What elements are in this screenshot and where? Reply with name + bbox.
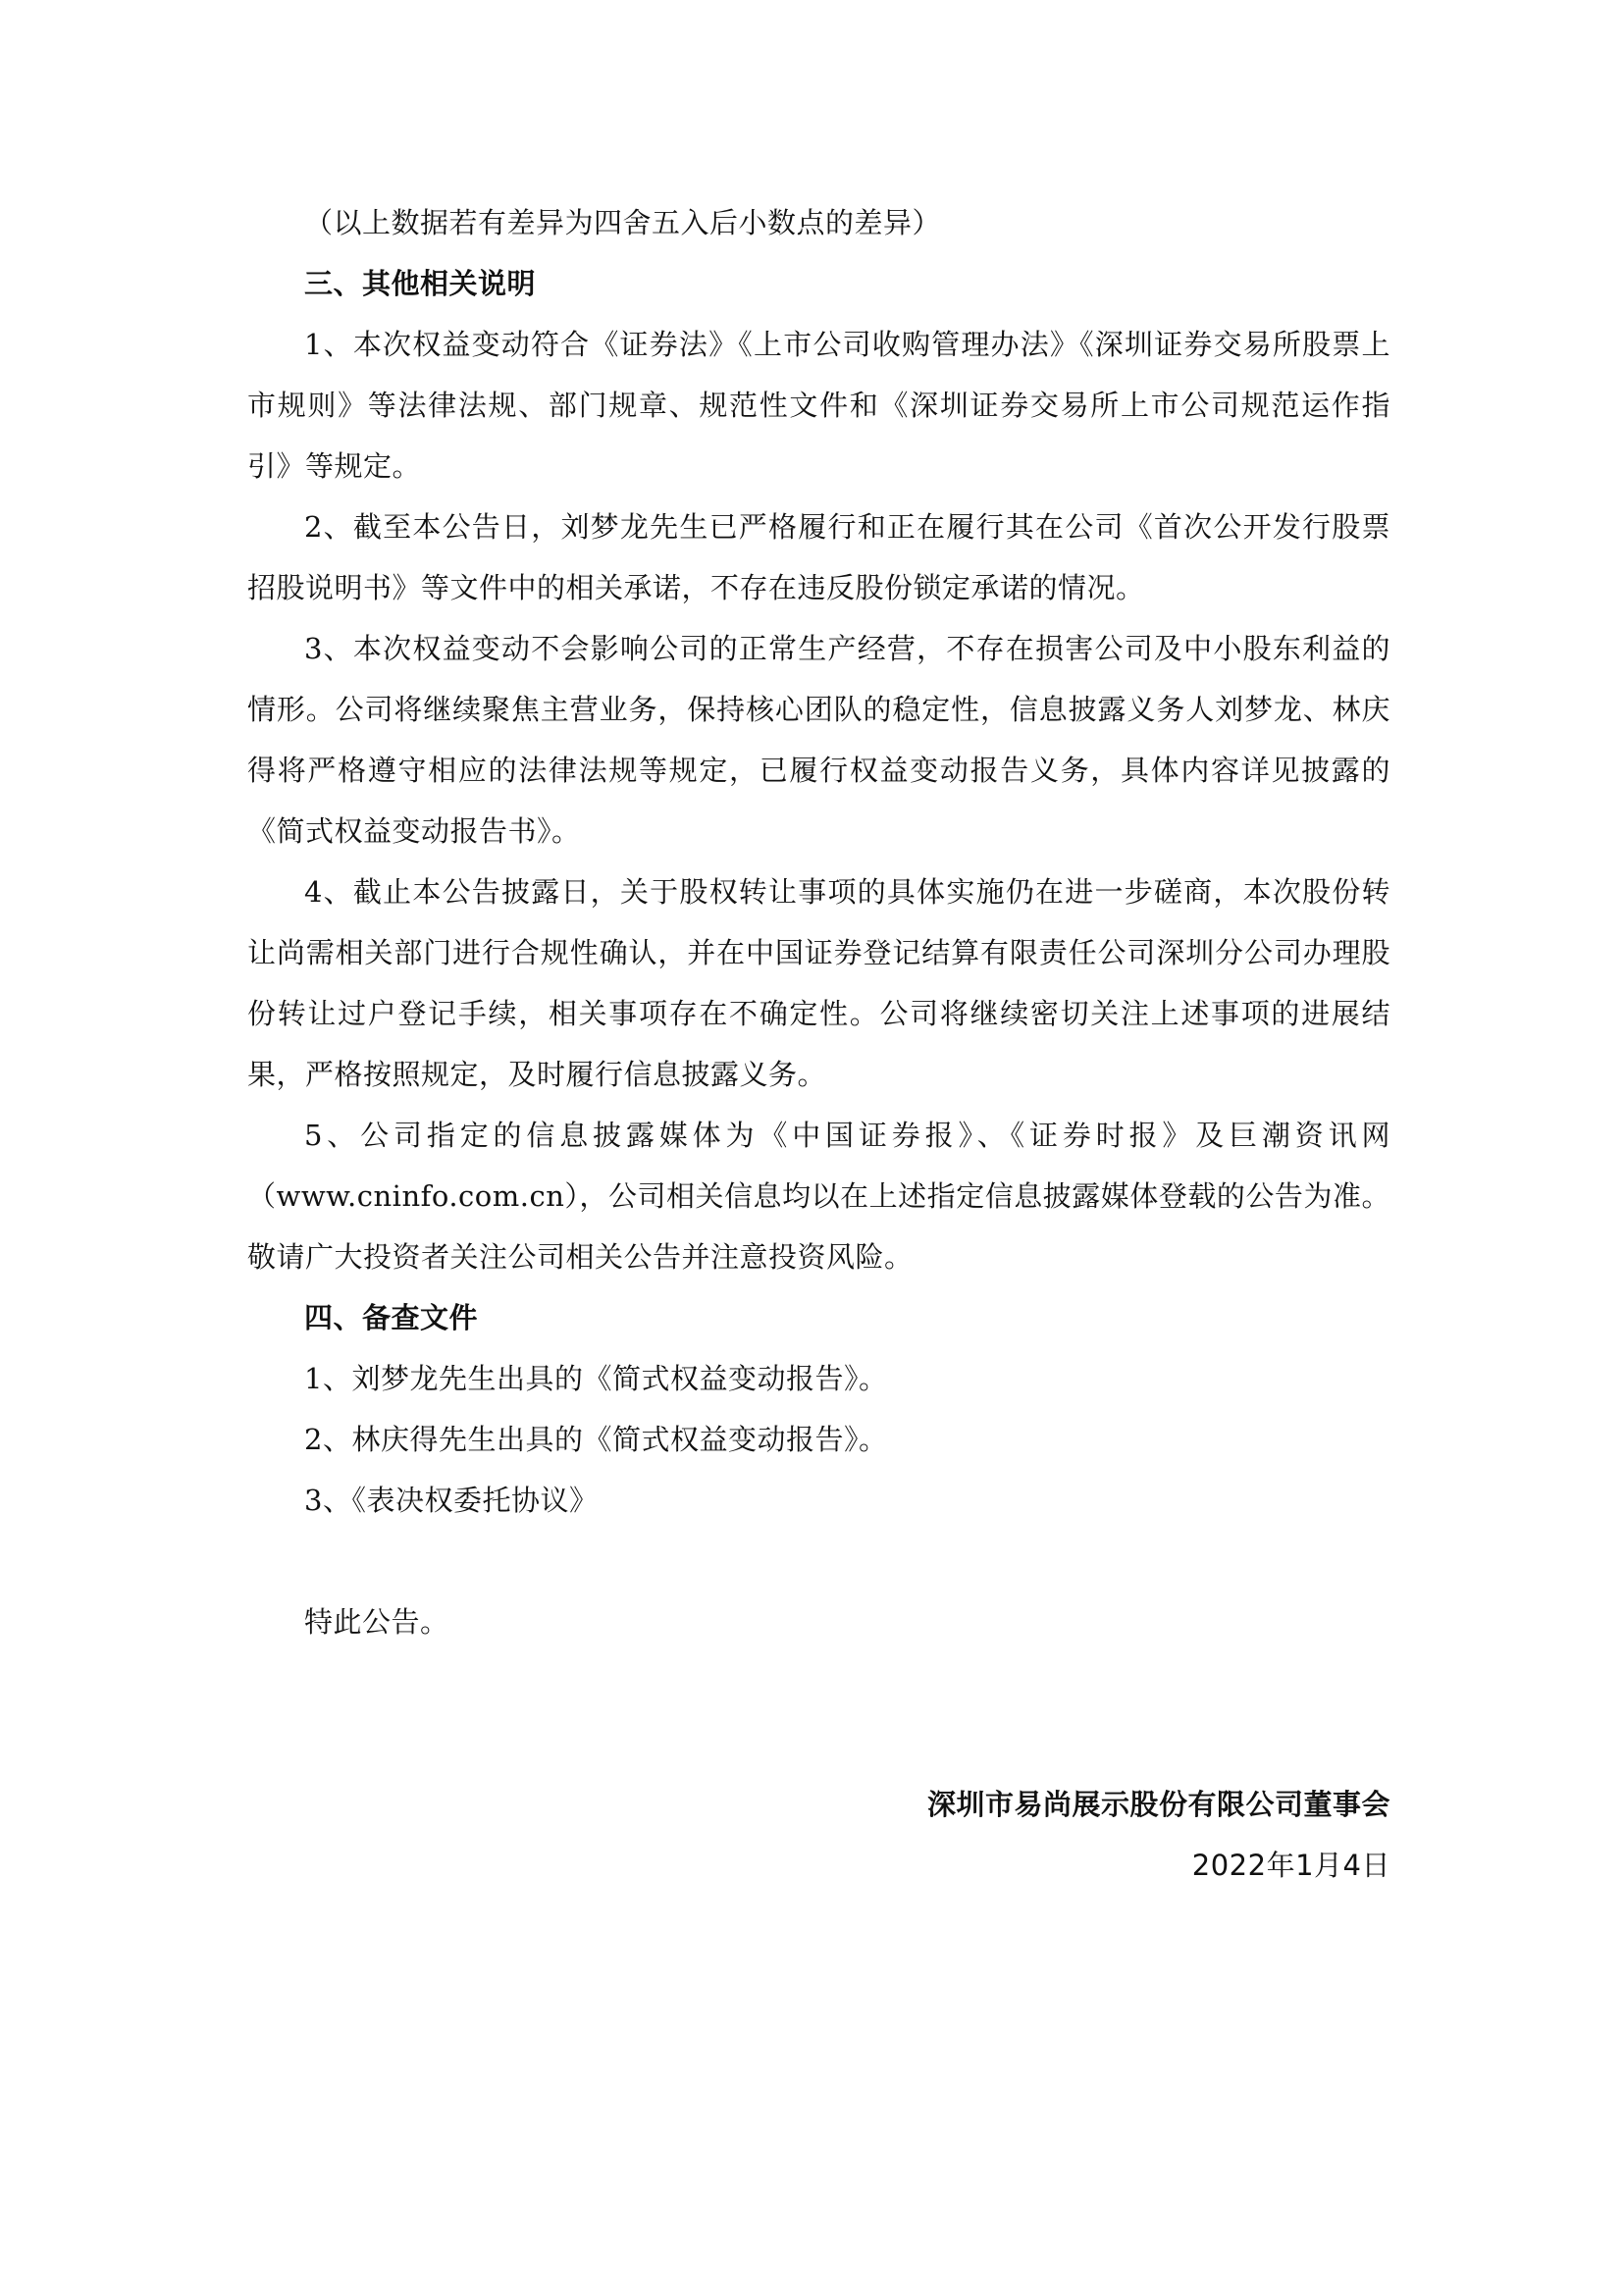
- section4-item-2: 2、林庆得先生出具的《简式权益变动报告》。: [304, 1423, 888, 1456]
- closing-statement: 特此公告。: [304, 1605, 449, 1639]
- section3-item-3: 3、本次权益变动不会影响公司的正常生产经营，不存在损害公司及中小股东利益的情形。公司将继续聚焦主营业务，保持核心团队的稳定性，信息披露义务人刘梦龙、林庆得将严格遵守相应的法律法规等规定，已履行权益变动报告义务，具体内容详见披露的《简式权益变动报告书》。: [247, 632, 1390, 848]
- section3-item-2: 2、截至本公告日，刘梦龙先生已严格履行和正在履行其在公司《首次公开发行股票招股说明书》等文件中的相关承诺，不存在违反股份锁定承诺的情况。: [247, 510, 1390, 604]
- section-heading-other-notes: 三、其他相关说明: [304, 267, 537, 300]
- section3-item-4: 4、截止本公告披露日，关于股权转让事项的具体实施仍在进一步磋商，本次股份转让尚需相关部门进行合规性确认，并在中国证券登记结算有限责任公司深圳分公司办理股份转让过户登记手续，相关事项存在不确定性。公司将继续密切关注上述事项的进展结果，严格按照规定，及时履行信息披露义务。: [247, 875, 1390, 1091]
- section3-item-5: 5、公司指定的信息披露媒体为《中国证券报》、《证券时报》及巨潮资讯网（www.cninfo.com.cn），公司相关信息均以在上述指定信息披露媒体登载的公告为准。敬请广大投资者关注公司相关公告并注意投资风险。: [247, 1119, 1390, 1274]
- blank-line: [247, 1531, 1390, 1592]
- signature-date: 2022年1月4日: [1191, 1849, 1390, 1882]
- section3-item-1: 1、本次权益变动符合《证券法》《上市公司收购管理办法》《深圳证券交易所股票上市规则》等法律法规、部门规章、规范性文件和《深圳证券交易所上市公司规范运作指引》等规定。: [247, 328, 1390, 483]
- section4-item-3: 3、《表决权委托协议》: [304, 1484, 599, 1517]
- section4-item-1: 1、刘梦龙先生出具的《简式权益变动报告》。: [304, 1362, 888, 1395]
- rounding-note: （以上数据若有差异为四舍五入后小数点的差异）: [304, 206, 942, 239]
- document-body: [247, 192, 1390, 1652]
- section-heading-reference-documents: 四、备查文件: [304, 1301, 479, 1334]
- signature-company: 深圳市易尚展示股份有限公司董事会: [926, 1788, 1390, 1821]
- signature-block: [927, 1774, 1390, 1896]
